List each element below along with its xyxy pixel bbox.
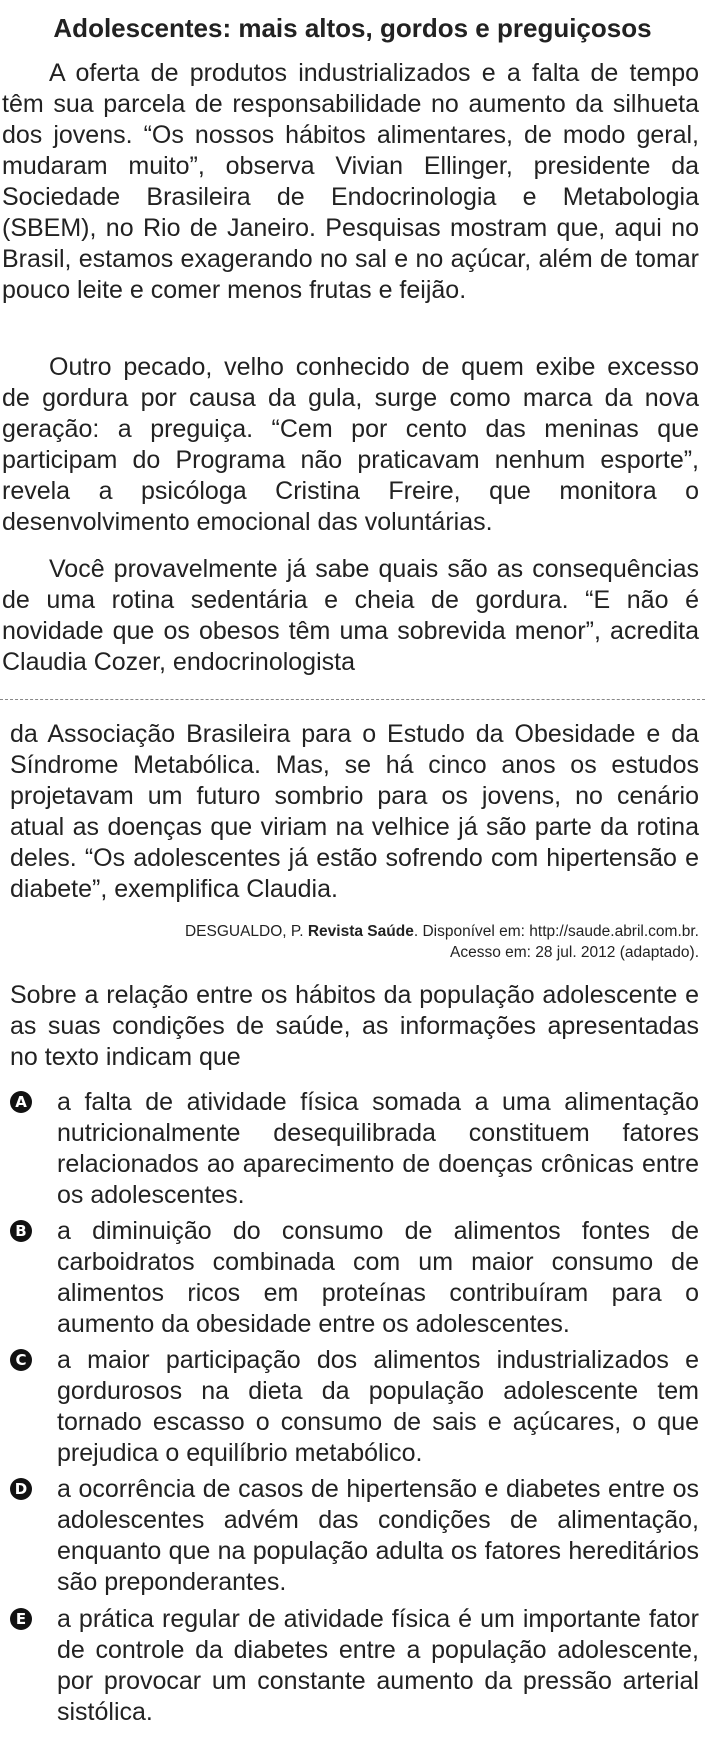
question-stem: Sobre a relação entre os hábitos da população adolescente e as suas condições de saúde, as informações apresentadas no texto indicam que: [10, 981, 699, 1071]
option-letter-badge: C: [10, 1349, 32, 1371]
citation-publication: Revista Saúde: [307, 923, 414, 940]
option-text: a ocorrência de casos de hipertensão e diabetes entre os adolescentes advém das condições de alimentação, enquanto que na população adulta os fatores hereditários são preponderantes.: [57, 1475, 699, 1596]
citation-author: DESGUALDO, P.: [184, 923, 304, 940]
citation-line-1: [185, 921, 699, 942]
article-continuation: da Associação Brasileira para o Estudo da Obesidade e da Síndrome Metabólica. Mas, se há cinco anos os estudos projetavam um futuro sombrio para os jovens, no cenário atual as doenças que viriam na velhice já são parte da rotina deles. “Os adolescentes já estão sofrendo com hipertensão e diabete”, exemplifica Claudia.: [10, 720, 699, 903]
article-title: Adolescentes: mais altos, gordos e preguiçosos: [53, 13, 652, 43]
option-text: a diminuição do consumo de alimentos fontes de carboidratos combinada com um maior consumo de alimentos ricos em proteínas contribuíram para o aumento da obesidade entre os adolescentes.: [57, 1217, 699, 1338]
source-citation: [185, 921, 699, 963]
option-letter-badge: A: [10, 1091, 32, 1113]
option-text: a maior participação dos alimentos industrializados e gordurosos na dieta da população adolescente tem tornado escasso o consumo de sais e açúcares, o que prejudica o equilíbrio metabólico.: [57, 1346, 699, 1467]
option-text: a prática regular de atividade física é um importante fator de controle da diabetes entre a população adolescente, por provocar um constante aumento da pressão arterial sistólica.: [57, 1605, 699, 1726]
article-paragraph-3: Você provavelmente já sabe quais são as consequências de uma rotina sedentária e cheia de gordura. “E não é novidade que os obesos têm uma sobrevida menor”, acredita Claudia Cozer, endocrinologista: [2, 555, 699, 676]
option-text: a falta de atividade física somada a uma alimentação nutricionalmente desequilibrada constituem fatores relacionados ao aparecimento de doenças crônicas entre os adolescentes.: [57, 1088, 699, 1209]
page-break-divider: [0, 699, 705, 700]
option-letter-badge: D: [10, 1478, 32, 1500]
article-paragraph-2: Outro pecado, velho conhecido de quem exibe excesso de gordura por causa da gula, surge como marca da nova geração: a preguiça. “Cem por cento das meninas que participam do Programa não praticavam nenhum esporte”, revela a psicóloga Cristina Freire, que monitora o desenvolvimento emocional das voluntárias.: [2, 353, 699, 536]
citation-access: Acesso em: 28 jul. 2012 (adaptado).: [449, 944, 699, 961]
option-letter-badge: B: [10, 1220, 32, 1242]
article-paragraph-1: A oferta de produtos industrializados e a falta de tempo têm sua parcela de responsabilidade no aumento da silhueta dos jovens. “Os nossos hábitos alimentares, de modo geral, mudaram muito”, observa Vivian Ellinger, presidente da Sociedade Brasileira de Endocrinologia e Metabologia (SBEM), no Rio de Janeiro. Pesquisas mostram que, aqui no Brasil, estamos exagerando no sal e no açúcar, além de tomar pouco leite e comer menos frutas e feijão.: [2, 59, 699, 304]
option-letter-badge: E: [10, 1608, 32, 1630]
citation-availability: . Disponível em: http://saude.abril.com.br.: [413, 923, 699, 940]
